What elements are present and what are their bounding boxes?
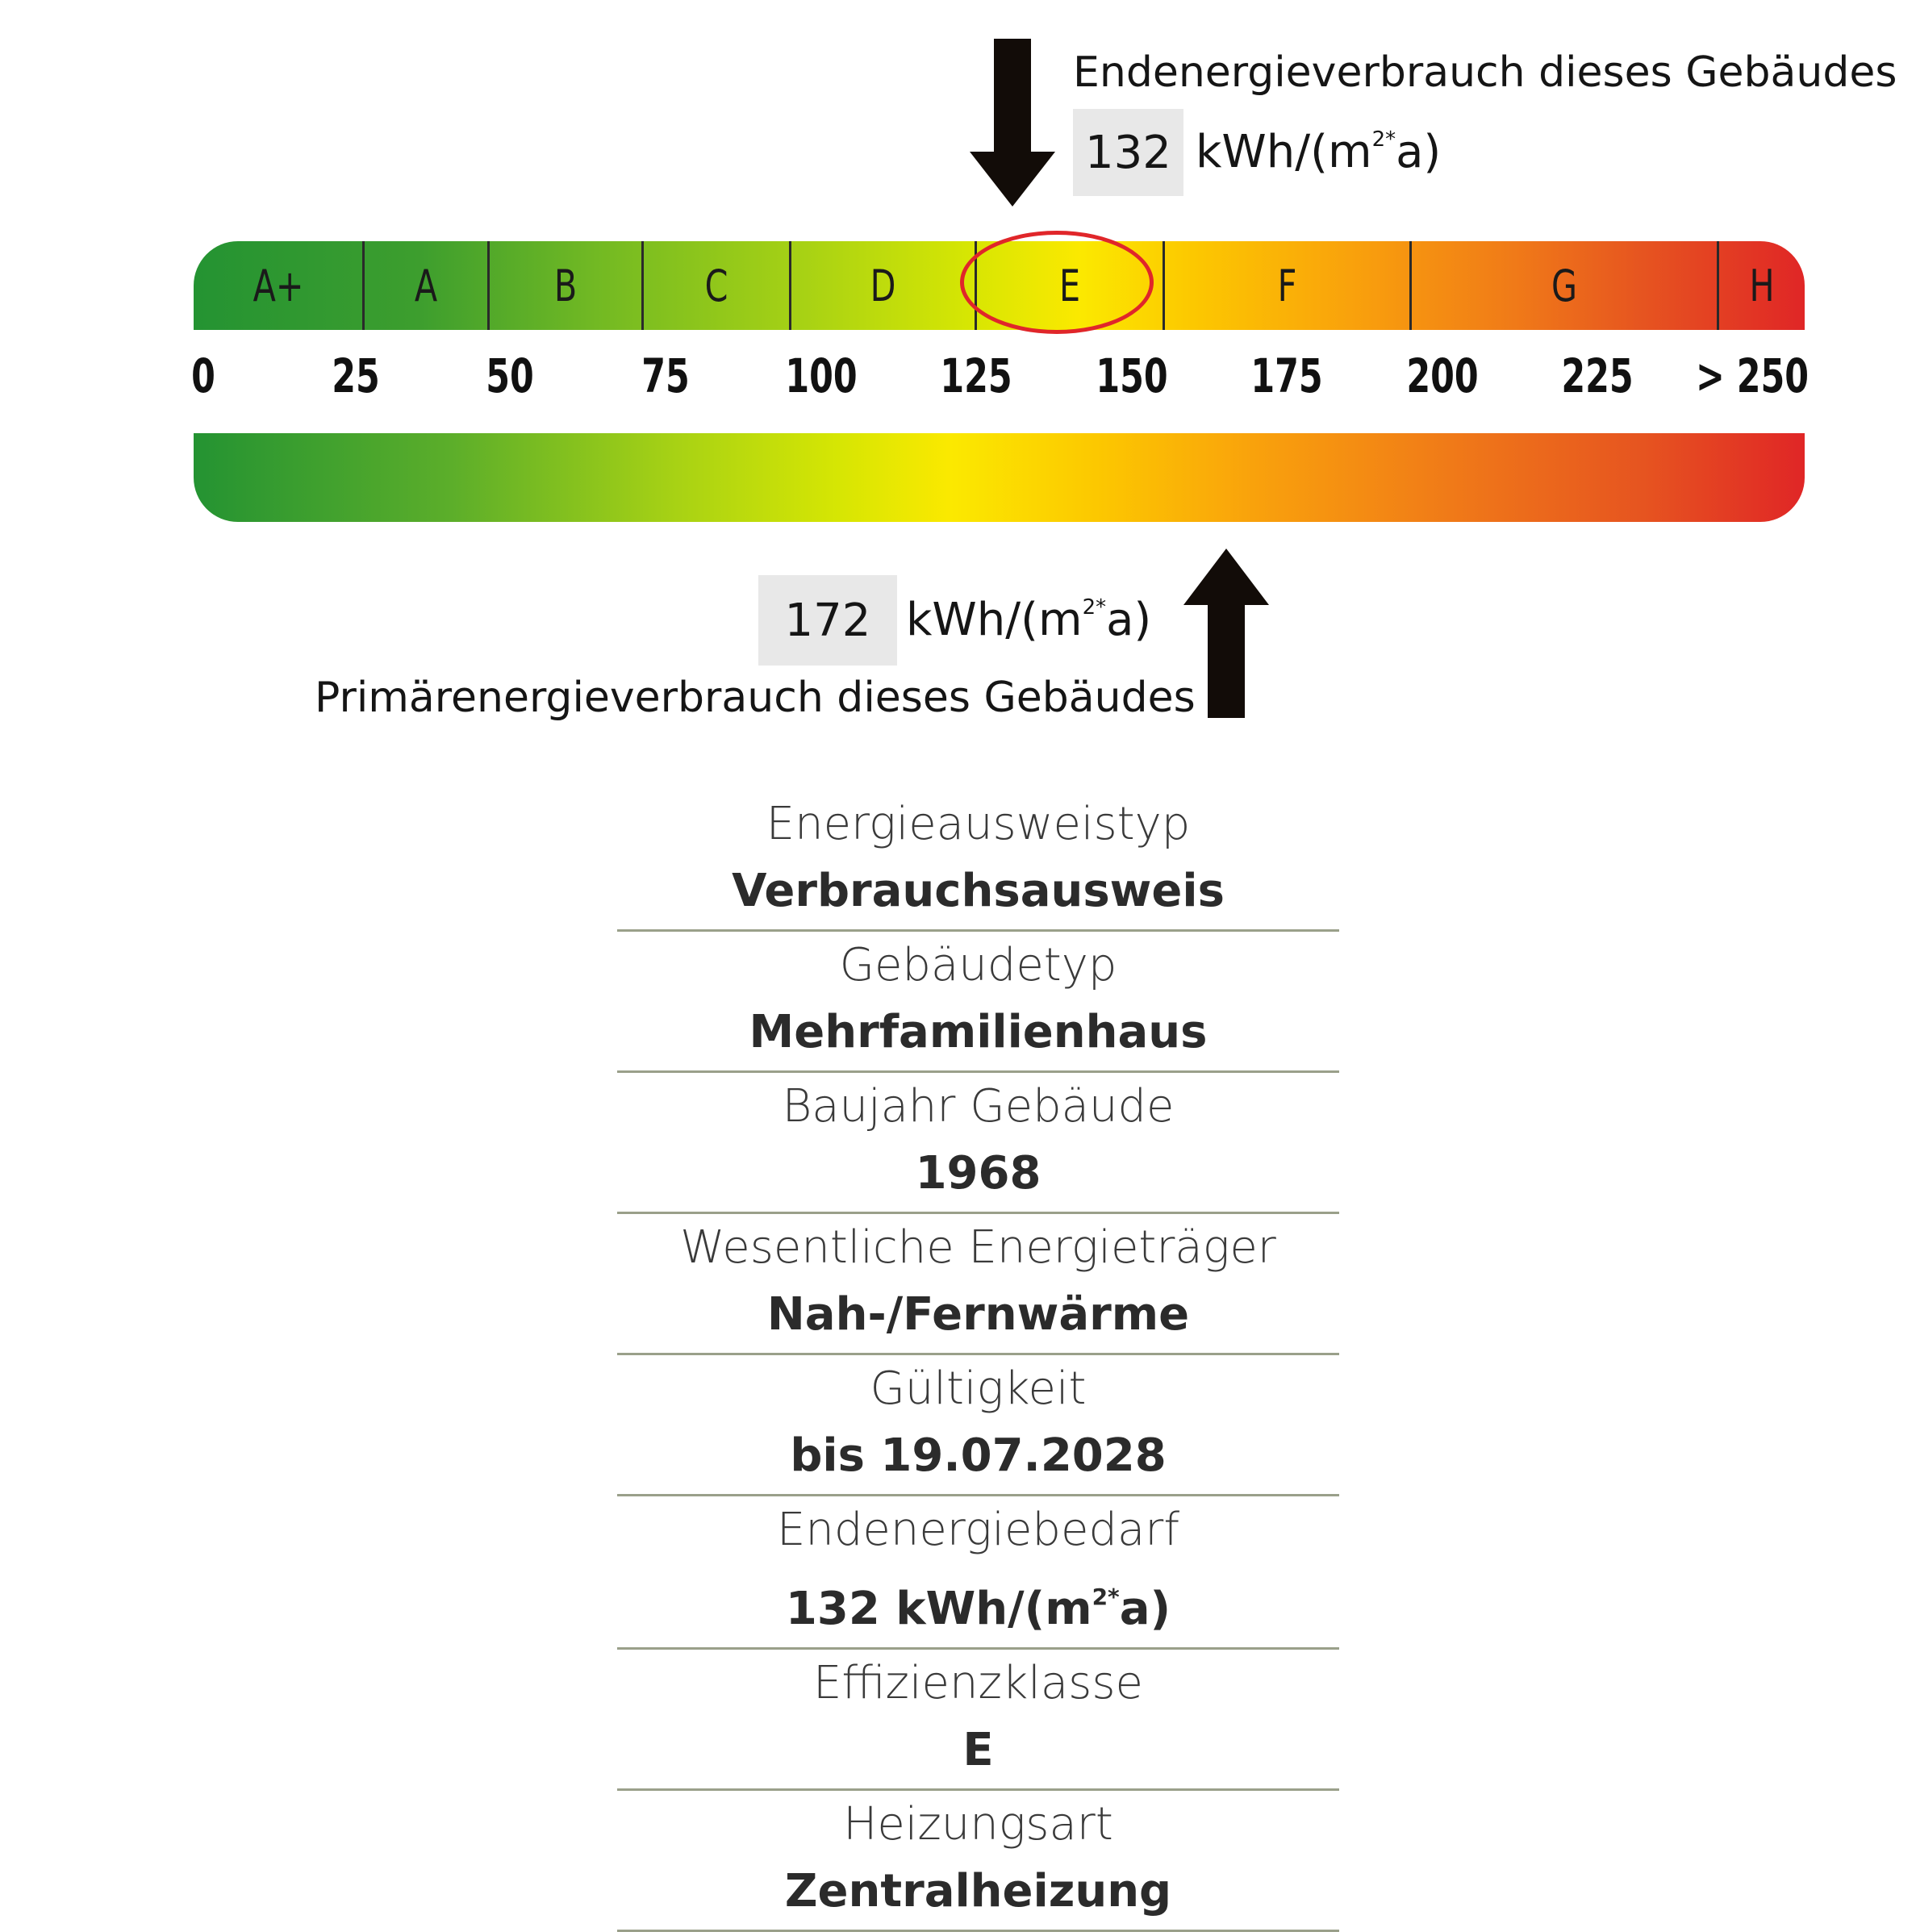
primary-energy-unit: kWh/$(m^{2*}a)$ xyxy=(906,594,1152,646)
arrow-down-icon xyxy=(968,39,1057,208)
info-value: Mehrfamilienhaus xyxy=(749,1006,1208,1058)
info-row-final-energy-demand xyxy=(617,1496,1339,1650)
class-label-a-plus: A+ xyxy=(253,260,304,311)
class-divider xyxy=(789,241,791,330)
info-label: Heizungsart xyxy=(843,1798,1113,1851)
tick-label: 125 xyxy=(940,348,1012,403)
final-energy-value: 132 xyxy=(1073,109,1183,196)
class-divider xyxy=(641,241,644,330)
class-divider xyxy=(362,241,365,330)
highlighted-class-ring xyxy=(960,231,1154,334)
info-label: Baujahr Gebäude xyxy=(782,1080,1175,1133)
info-row-energy-carrier xyxy=(617,1214,1339,1355)
class-label-h: H xyxy=(1749,260,1775,311)
info-row-efficiency-class xyxy=(617,1650,1339,1791)
info-label: Endenergiebedarf xyxy=(776,1504,1180,1556)
class-label-e: E xyxy=(1058,260,1081,311)
class-divider xyxy=(487,241,490,330)
info-row-heating-type xyxy=(617,1791,1339,1932)
tick-label: 150 xyxy=(1096,348,1168,403)
class-label-g: G xyxy=(1551,260,1578,311)
info-value: Zentralheizung xyxy=(784,1865,1172,1917)
info-value: Nah-/Fernwärme xyxy=(766,1288,1190,1341)
info-row-construction-year xyxy=(617,1073,1339,1214)
info-label: Gebäudetyp xyxy=(839,939,1117,991)
info-label: Wesentliche Energieträger xyxy=(680,1221,1276,1274)
tick-label: 225 xyxy=(1561,348,1634,403)
tick-label: 0 xyxy=(191,348,215,403)
final-energy-unit: kWh/$(m^{2*}a)$ xyxy=(1196,126,1442,178)
class-label-f: F xyxy=(1277,260,1297,311)
class-divider xyxy=(1163,241,1165,330)
primary-energy-value: 172 xyxy=(758,575,897,666)
info-row-building-type xyxy=(617,932,1339,1073)
info-value: E xyxy=(962,1724,994,1776)
tick-label: 200 xyxy=(1406,348,1479,403)
energy-certificate-info xyxy=(617,791,1339,1932)
energy-gradient-scale xyxy=(194,433,1805,522)
primary-energy-label: Primärenergieverbrauch dieses Gebäudes xyxy=(315,674,1196,722)
tick-label: > 250 xyxy=(1695,348,1810,403)
class-label-a: A xyxy=(414,260,438,311)
class-label-b: B xyxy=(553,260,578,311)
info-row-certificate-type xyxy=(617,791,1339,932)
info-value: bis 19.07.2028 xyxy=(790,1429,1167,1482)
final-energy-label: Endenergieverbrauch dieses Gebäudes xyxy=(1073,48,1897,97)
info-row-validity xyxy=(617,1355,1339,1496)
tick-label: 175 xyxy=(1250,348,1323,403)
class-label-c: C xyxy=(704,260,728,311)
info-label: Energieausweistyp xyxy=(766,798,1191,850)
info-value: 132 kWh/$(m^{2*}a)$ xyxy=(785,1583,1171,1635)
tick-label: 50 xyxy=(486,348,534,403)
tick-label: 100 xyxy=(785,348,858,403)
class-divider xyxy=(1717,241,1719,330)
info-value: 1968 xyxy=(915,1147,1041,1200)
class-label-d: D xyxy=(870,260,896,311)
class-divider xyxy=(1409,241,1412,330)
tick-label: 75 xyxy=(641,348,690,403)
info-label: Gültigkeit xyxy=(870,1362,1087,1415)
tick-label: 25 xyxy=(332,348,380,403)
info-label: Effizienzklasse xyxy=(813,1657,1143,1709)
info-value: Verbrauchsausweis xyxy=(732,865,1225,917)
